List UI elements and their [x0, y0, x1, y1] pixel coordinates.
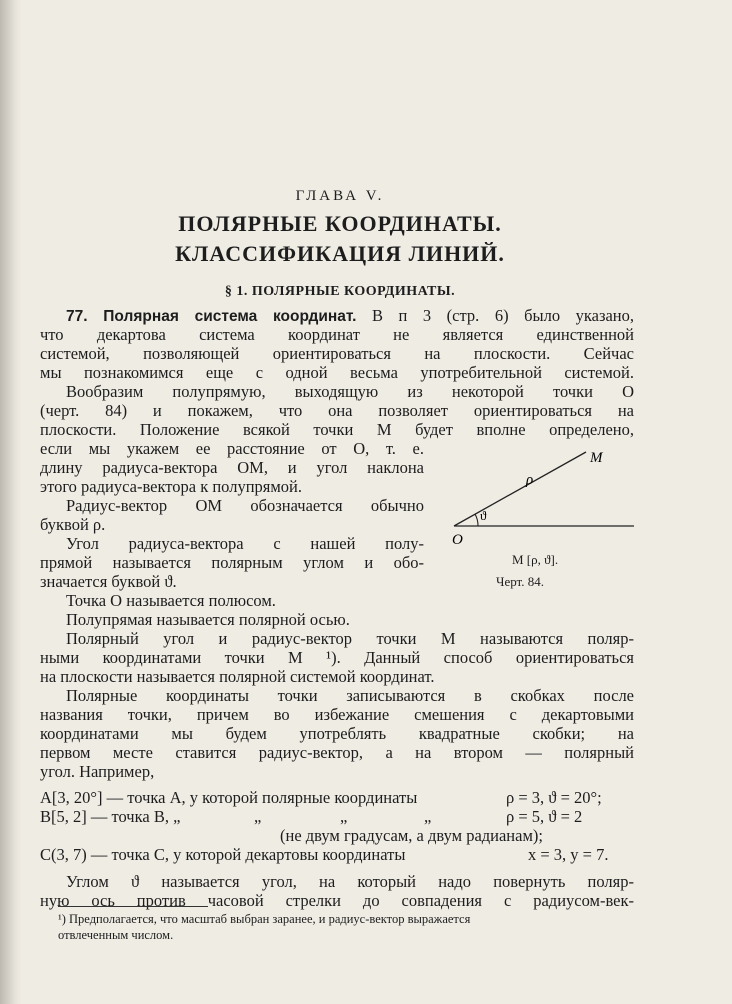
- paragraph-line: угол. Например,: [40, 762, 155, 781]
- paragraph-line: этого радиуса-вектора к полупрямой.: [40, 477, 303, 496]
- paragraph-line: (черт. 84) и покажем, что она позволяет ориентироваться на: [40, 401, 634, 420]
- point-m-label: M: [590, 450, 603, 466]
- paragraph-line: значается буквой ϑ.: [40, 572, 177, 591]
- paragraph-line: мы познакомимся еще с одной весьма употребительной системой.: [40, 363, 634, 382]
- paragraph-line: прямой называется полярным углом и обо-: [40, 553, 424, 572]
- paragraph-line: Точка O называется полюсом.: [66, 591, 276, 610]
- paragraph-line: Углом ϑ называется угол, на который надо повернуть поляр-: [66, 872, 634, 891]
- rho-label: ρ: [526, 472, 534, 488]
- example-b-values: ρ = 5, ϑ = 2: [506, 807, 583, 826]
- paragraph-line: ными координатами точки M ¹). Данный способ ориентироваться: [40, 648, 634, 667]
- paragraph-number-heading: 77. Полярная система координат.: [66, 308, 357, 325]
- pole-o-label: O: [452, 532, 463, 546]
- example-c-text: C(3, 7) — точка C, у которой декартовы координаты: [40, 845, 406, 864]
- paragraph-line: на плоскости называется полярной системой координат.: [40, 667, 435, 686]
- polar-coordinates-figure: [448, 446, 638, 546]
- paragraph-line: Угол радиуса-вектора с нашей полу-: [66, 534, 424, 553]
- paragraph-line: Полярные координаты точки записываются в скобках после: [66, 686, 634, 705]
- paragraph-line: системой, позволяющей ориентироваться на плоскости. Сейчас: [40, 344, 634, 363]
- paragraph-line: если мы укажем ее расстояние от O, т. е.: [40, 439, 424, 458]
- chapter-title-line-2: КЛАССИФИКАЦИЯ ЛИНИЙ.: [175, 241, 505, 266]
- figure-point-caption: M [ρ, ϑ].: [512, 552, 559, 567]
- section-heading: § 1. ПОЛЯРНЫЕ КООРДИНАТЫ.: [224, 284, 456, 299]
- paragraph-line: 77. Полярная система координат. В п 3 (стр. 6) было указано,: [66, 306, 634, 325]
- paragraph-line: Полярный угол и радиус-вектор точки M называются поляр-: [66, 629, 634, 648]
- ditto-mark: „: [340, 807, 348, 826]
- chapter-title-line-1: ПОЛЯРНЫЕ КООРДИНАТЫ.: [178, 211, 502, 236]
- paragraph-line: ную ось против часовой стрелки до совпадения с радиусом-век-: [40, 891, 634, 910]
- paragraph-line: координатами мы будем употреблять квадратные скобки; на: [40, 724, 634, 743]
- example-b-text: B[5, 2] — точка B, „: [40, 807, 181, 826]
- page-edge-shadow: [0, 0, 22, 1004]
- example-a-values: ρ = 3, ϑ = 20°;: [506, 788, 602, 807]
- example-c-values: x = 3, y = 7.: [528, 845, 609, 864]
- paragraph-line: что декартова система координат не является единственной: [40, 325, 634, 344]
- ditto-mark: „: [424, 807, 432, 826]
- example-b-note: (не двум градусам, а двум радианам);: [280, 826, 543, 845]
- chapter-number: ГЛАВА V.: [295, 188, 385, 204]
- radius-vector-line: [454, 452, 586, 526]
- footnote-line: ¹) Предполагается, что масштаб выбран заранее, и радиус-вектор выражается: [58, 912, 471, 926]
- footnote-line: отвлеченным числом.: [58, 928, 174, 942]
- paragraph-line: Радиус-вектор OM обозначается обычно: [66, 496, 424, 515]
- paragraph-line: длину радиуса-вектора OM, и угол наклона: [40, 458, 424, 477]
- angle-arc: [475, 514, 478, 526]
- example-a-text: A[3, 20°] — точка A, у которой полярные координаты: [40, 788, 418, 807]
- footnote-rule: [58, 906, 208, 907]
- paragraph-line: Вообразим полупрямую, выходящую из некоторой точки O: [66, 382, 634, 401]
- paragraph-line: названия точки, причем во избежание смешения с декартовыми: [40, 705, 634, 724]
- book-page: [40, 0, 640, 1004]
- theta-label: ϑ: [480, 508, 487, 523]
- paragraph-line: первом месте ставится радиус-вектор, а на втором — полярный: [40, 743, 634, 762]
- figure-number-caption: Черт. 84.: [496, 574, 545, 589]
- ditto-mark: „: [254, 807, 262, 826]
- paragraph-line: буквой ρ.: [40, 515, 106, 534]
- paragraph-line: Полупрямая называется полярной осью.: [66, 610, 350, 629]
- paragraph-line: плоскости. Положение всякой точки M будет вполне определено,: [40, 420, 634, 439]
